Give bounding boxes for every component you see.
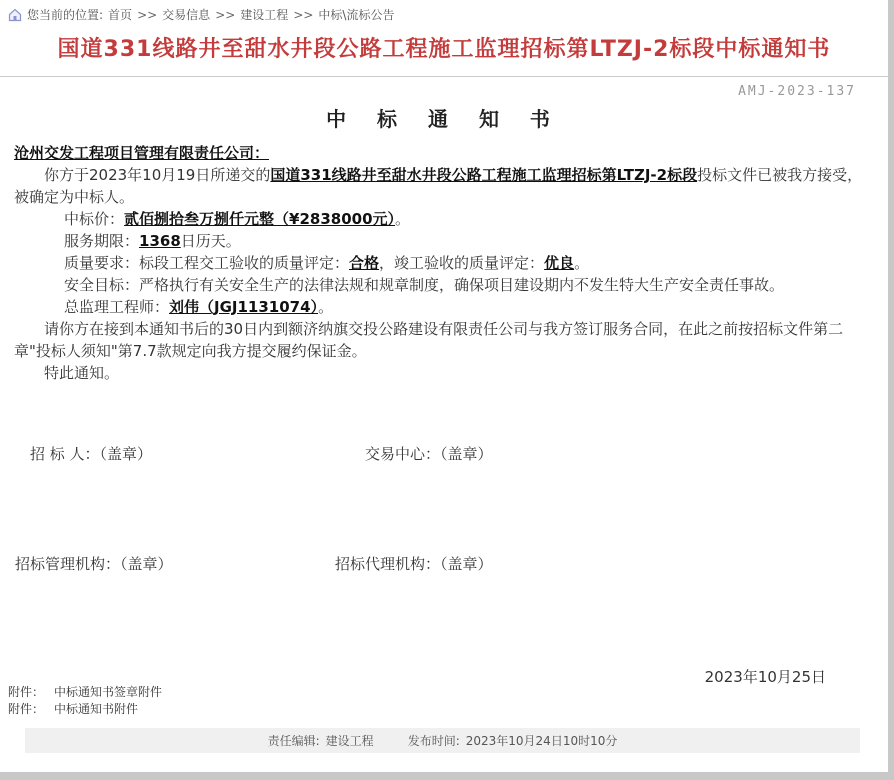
contract-paragraph: 请你方在接到本通知书后的30日内到额济纳旗交投公路建设有限责任公司与我方签订服务合同，在此之前按招标文件第二章"投标人须知"第7.7款规定向我方提交履约保证金。 [14, 320, 844, 360]
chief-engineer-value: 刘伟（JGJ1131074） [169, 298, 319, 316]
breadcrumb-item-award-notice[interactable]: 中标\流标公告 [318, 8, 395, 22]
acceptance-paragraph [14, 164, 874, 208]
attachment-link-seal[interactable]: 中标通知书签章附件 [54, 685, 163, 699]
notice-closing: 特此通知。 [44, 364, 120, 382]
bid-price-line [14, 208, 874, 230]
footer-publish-time [408, 732, 618, 749]
bid-price-label: 中标价： [64, 210, 125, 228]
bid-price-suffix: 。 [395, 210, 411, 228]
quality-suffix: 。 [574, 254, 590, 272]
footer-editor-value: 建设工程 [325, 734, 374, 748]
breadcrumb-separator: >> [215, 7, 236, 22]
page-title-bar [0, 32, 888, 77]
breadcrumb [8, 6, 878, 23]
safety-line: 安全目标：严格执行有关安全生产的法律法规和规章制度，确保项目建设期内不发生特大生产安全责任事故。 [64, 276, 785, 294]
attachment-label: 附件： [8, 702, 45, 716]
document-body [14, 142, 874, 384]
quality-grade-completion: 优良 [544, 254, 575, 272]
footer-editor [268, 732, 374, 749]
service-period-line [14, 230, 874, 252]
document-number: AMJ-2023-137 [738, 84, 856, 99]
attachments [8, 684, 162, 718]
document-date: 2023年10月25日 [704, 668, 826, 686]
footer-publish-value: 2023年10月24日10时10分 [465, 734, 618, 748]
trade-center-seal-label: 交易中心：（盖章） [365, 445, 493, 463]
recipient-line [14, 142, 874, 164]
breadcrumb-item-construction[interactable]: 建设工程 [240, 8, 289, 22]
tender-agency-seal-label: 招标代理机构：（盖章） [335, 555, 493, 573]
breadcrumb-item-trade-info[interactable]: 交易信息 [162, 8, 211, 22]
service-period-suffix: 日历天。 [180, 232, 241, 250]
quality-mid: ，竣工验收的质量评定： [379, 254, 545, 272]
chief-engineer-label: 总监理工程师： [64, 298, 170, 316]
acceptance-prefix: 你方于2023年10月19日所递交的 [44, 166, 271, 184]
service-period-label: 服务期限： [64, 232, 140, 250]
quality-grade-delivery: 合格 [349, 254, 380, 272]
service-period-value: 1368 [139, 232, 181, 250]
project-name-emphasis: 国道331线路井至甜水井段公路工程施工监理招标第LTZJ-2标段 [270, 166, 698, 184]
tender-admin-seal-label: 招标管理机构：（盖章） [15, 555, 173, 573]
footer-publish-label: 发布时间: [407, 734, 460, 748]
attachment-row [8, 701, 162, 718]
page-title: 国道331线路井至甜水井段公路工程施工监理招标第LTZJ-2标段中标通知书 [57, 37, 831, 62]
attachment-row [8, 684, 162, 701]
bid-price-value: 贰佰捌拾叁万捌仟元整（¥2838000元） [124, 210, 396, 228]
footer-bar [25, 728, 860, 753]
breadcrumb-item-home[interactable]: 首页 [108, 8, 133, 22]
document-title: 中 标 通 知 书 [326, 107, 562, 131]
breadcrumb-label: 您当前的位置: [27, 8, 104, 22]
recipient-name: 沧州交发工程项目管理有限责任公司： [14, 144, 270, 162]
breadcrumb-separator: >> [137, 7, 158, 22]
attachment-link-notice[interactable]: 中标通知书附件 [54, 702, 139, 716]
chief-engineer-suffix: 。 [318, 298, 334, 316]
footer-editor-label: 责任编辑: [267, 734, 320, 748]
breadcrumb-separator: >> [293, 7, 314, 22]
chief-engineer-line [14, 296, 874, 318]
attachment-label: 附件： [8, 685, 45, 699]
quality-line [14, 252, 874, 274]
home-icon [8, 8, 22, 22]
tenderer-seal-label: 招 标 人：（盖章） [30, 445, 153, 463]
acceptance-suffix: 投标文件已被我方接受，被确定为中标人。 [14, 166, 863, 206]
quality-prefix: 质量要求：标段工程交工验收的质量评定： [64, 254, 350, 272]
